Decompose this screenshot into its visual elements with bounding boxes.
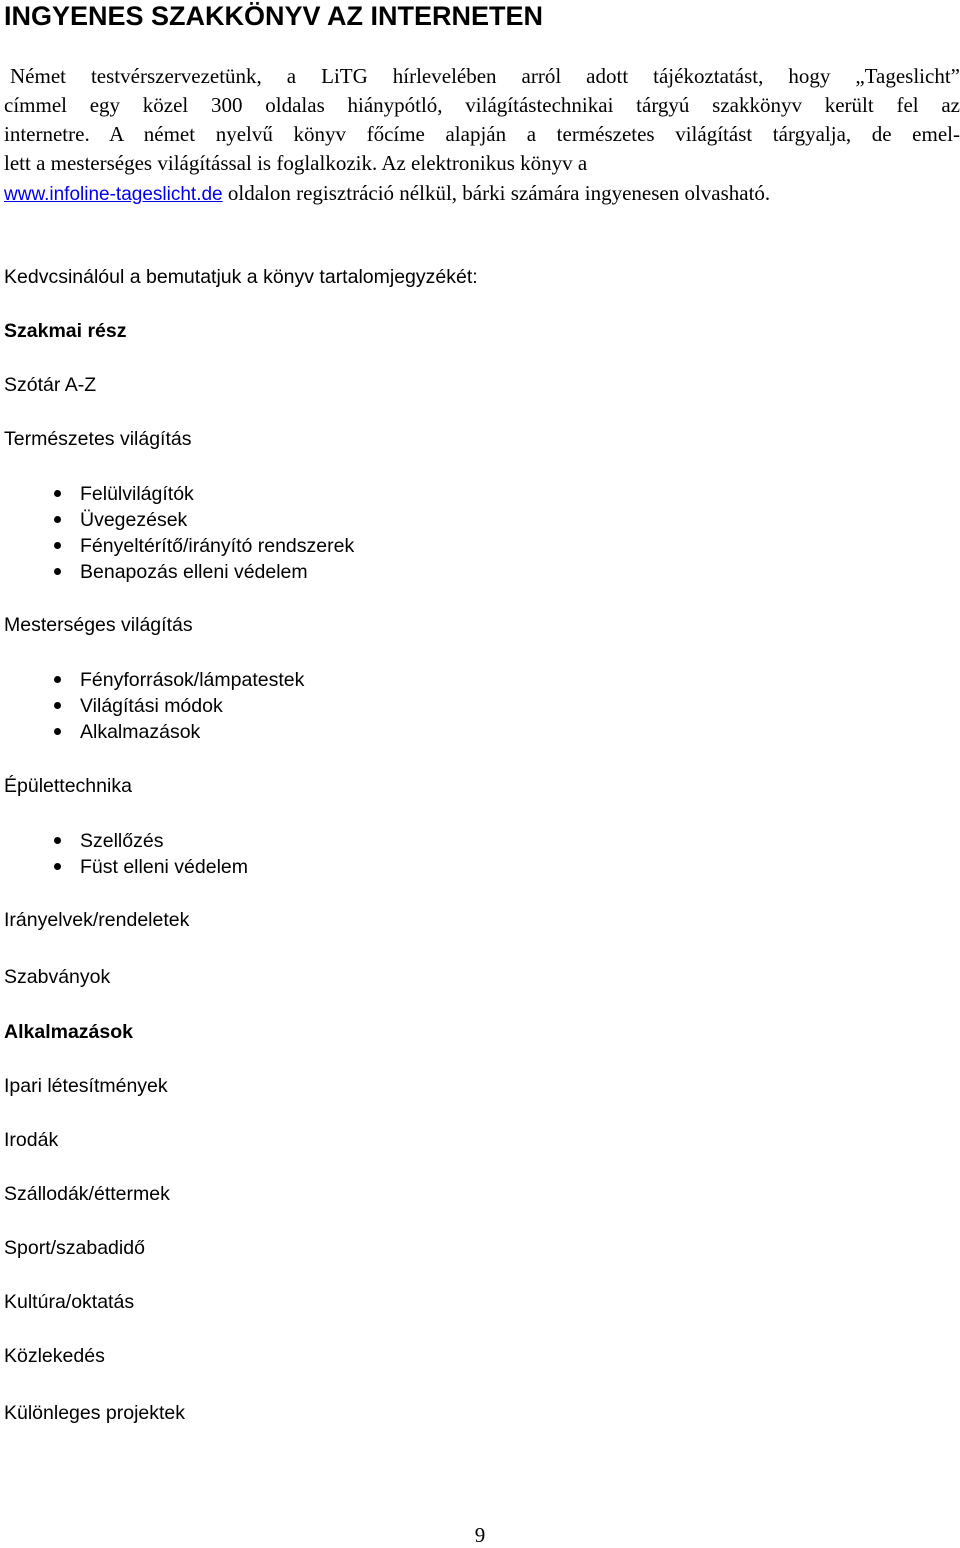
toc-intro: Kedvcsinálóul a bemutatjuk a könyv tartalomjegyzékét: <box>4 266 478 288</box>
list-item: Felülvilágítók <box>80 483 194 505</box>
intro-line-5 <box>4 179 770 209</box>
intro-line-3: internetre. A német nyelvű könyv főcíme alapján a természetes világítást tárgyalja, de emel- <box>4 122 960 146</box>
intro-line-4: lett a mesterséges világítással is foglalkozik. Az elektronikus könyv a <box>4 151 588 175</box>
section-termeszetes-vilagitas: Természetes világítás <box>4 428 192 450</box>
list-item: Alkalmazások <box>80 721 201 743</box>
page-number: 9 <box>474 1523 486 1547</box>
infoline-link[interactable]: www.infoline-tageslicht.de <box>4 184 223 205</box>
section-epulettechnika: Épülettechnika <box>4 775 132 797</box>
list-item: Füst elleni védelem <box>80 856 248 878</box>
list-item: Benapozás elleni védelem <box>80 561 308 583</box>
page-heading: INGYENES SZAKKÖNYV AZ INTERNETEN <box>4 1 544 31</box>
list-item: Szállodák/éttermek <box>4 1183 170 1205</box>
list-item: Szellőzés <box>80 830 164 852</box>
section-szakmai-resz: Szakmai rész <box>4 320 127 342</box>
list-item: Sport/szabadidő <box>4 1237 145 1259</box>
list-item: Üvegezések <box>80 509 188 531</box>
section-iranyelvek: Irányelvek/rendeletek <box>4 909 190 931</box>
list-item: Különleges projektek <box>4 1402 186 1424</box>
section-mesterseges-vilagitas: Mesterséges világítás <box>4 614 193 636</box>
intro-line-5-text: oldalon regisztráció nélkül, bárki számára ingyenesen olvasható. <box>222 181 771 205</box>
section-szotar: Szótár A-Z <box>4 374 97 396</box>
list-item: Fényforrások/lámpatestek <box>80 669 305 691</box>
list-item: Közlekedés <box>4 1345 105 1367</box>
intro-line-2: címmel egy közel 300 oldalas hiánypótló, világítástechnikai tárgyú szakkönyv került fel az <box>4 93 960 117</box>
list-item: Kultúra/oktatás <box>4 1291 135 1313</box>
list-item: Ipari létesítmények <box>4 1075 168 1097</box>
list-item: Világítási módok <box>80 695 223 717</box>
list-item: Fényeltérítő/irányító rendszerek <box>80 535 355 557</box>
list-item: Irodák <box>4 1129 59 1151</box>
section-alkalmazasok: Alkalmazások <box>4 1021 133 1043</box>
intro-line-1: Német testvérszervezetünk, a LiTG hírlevelében arról adott tájékoztatást, hogy „Tageslicht” <box>10 64 960 88</box>
section-szabvanyok: Szabványok <box>4 966 111 988</box>
